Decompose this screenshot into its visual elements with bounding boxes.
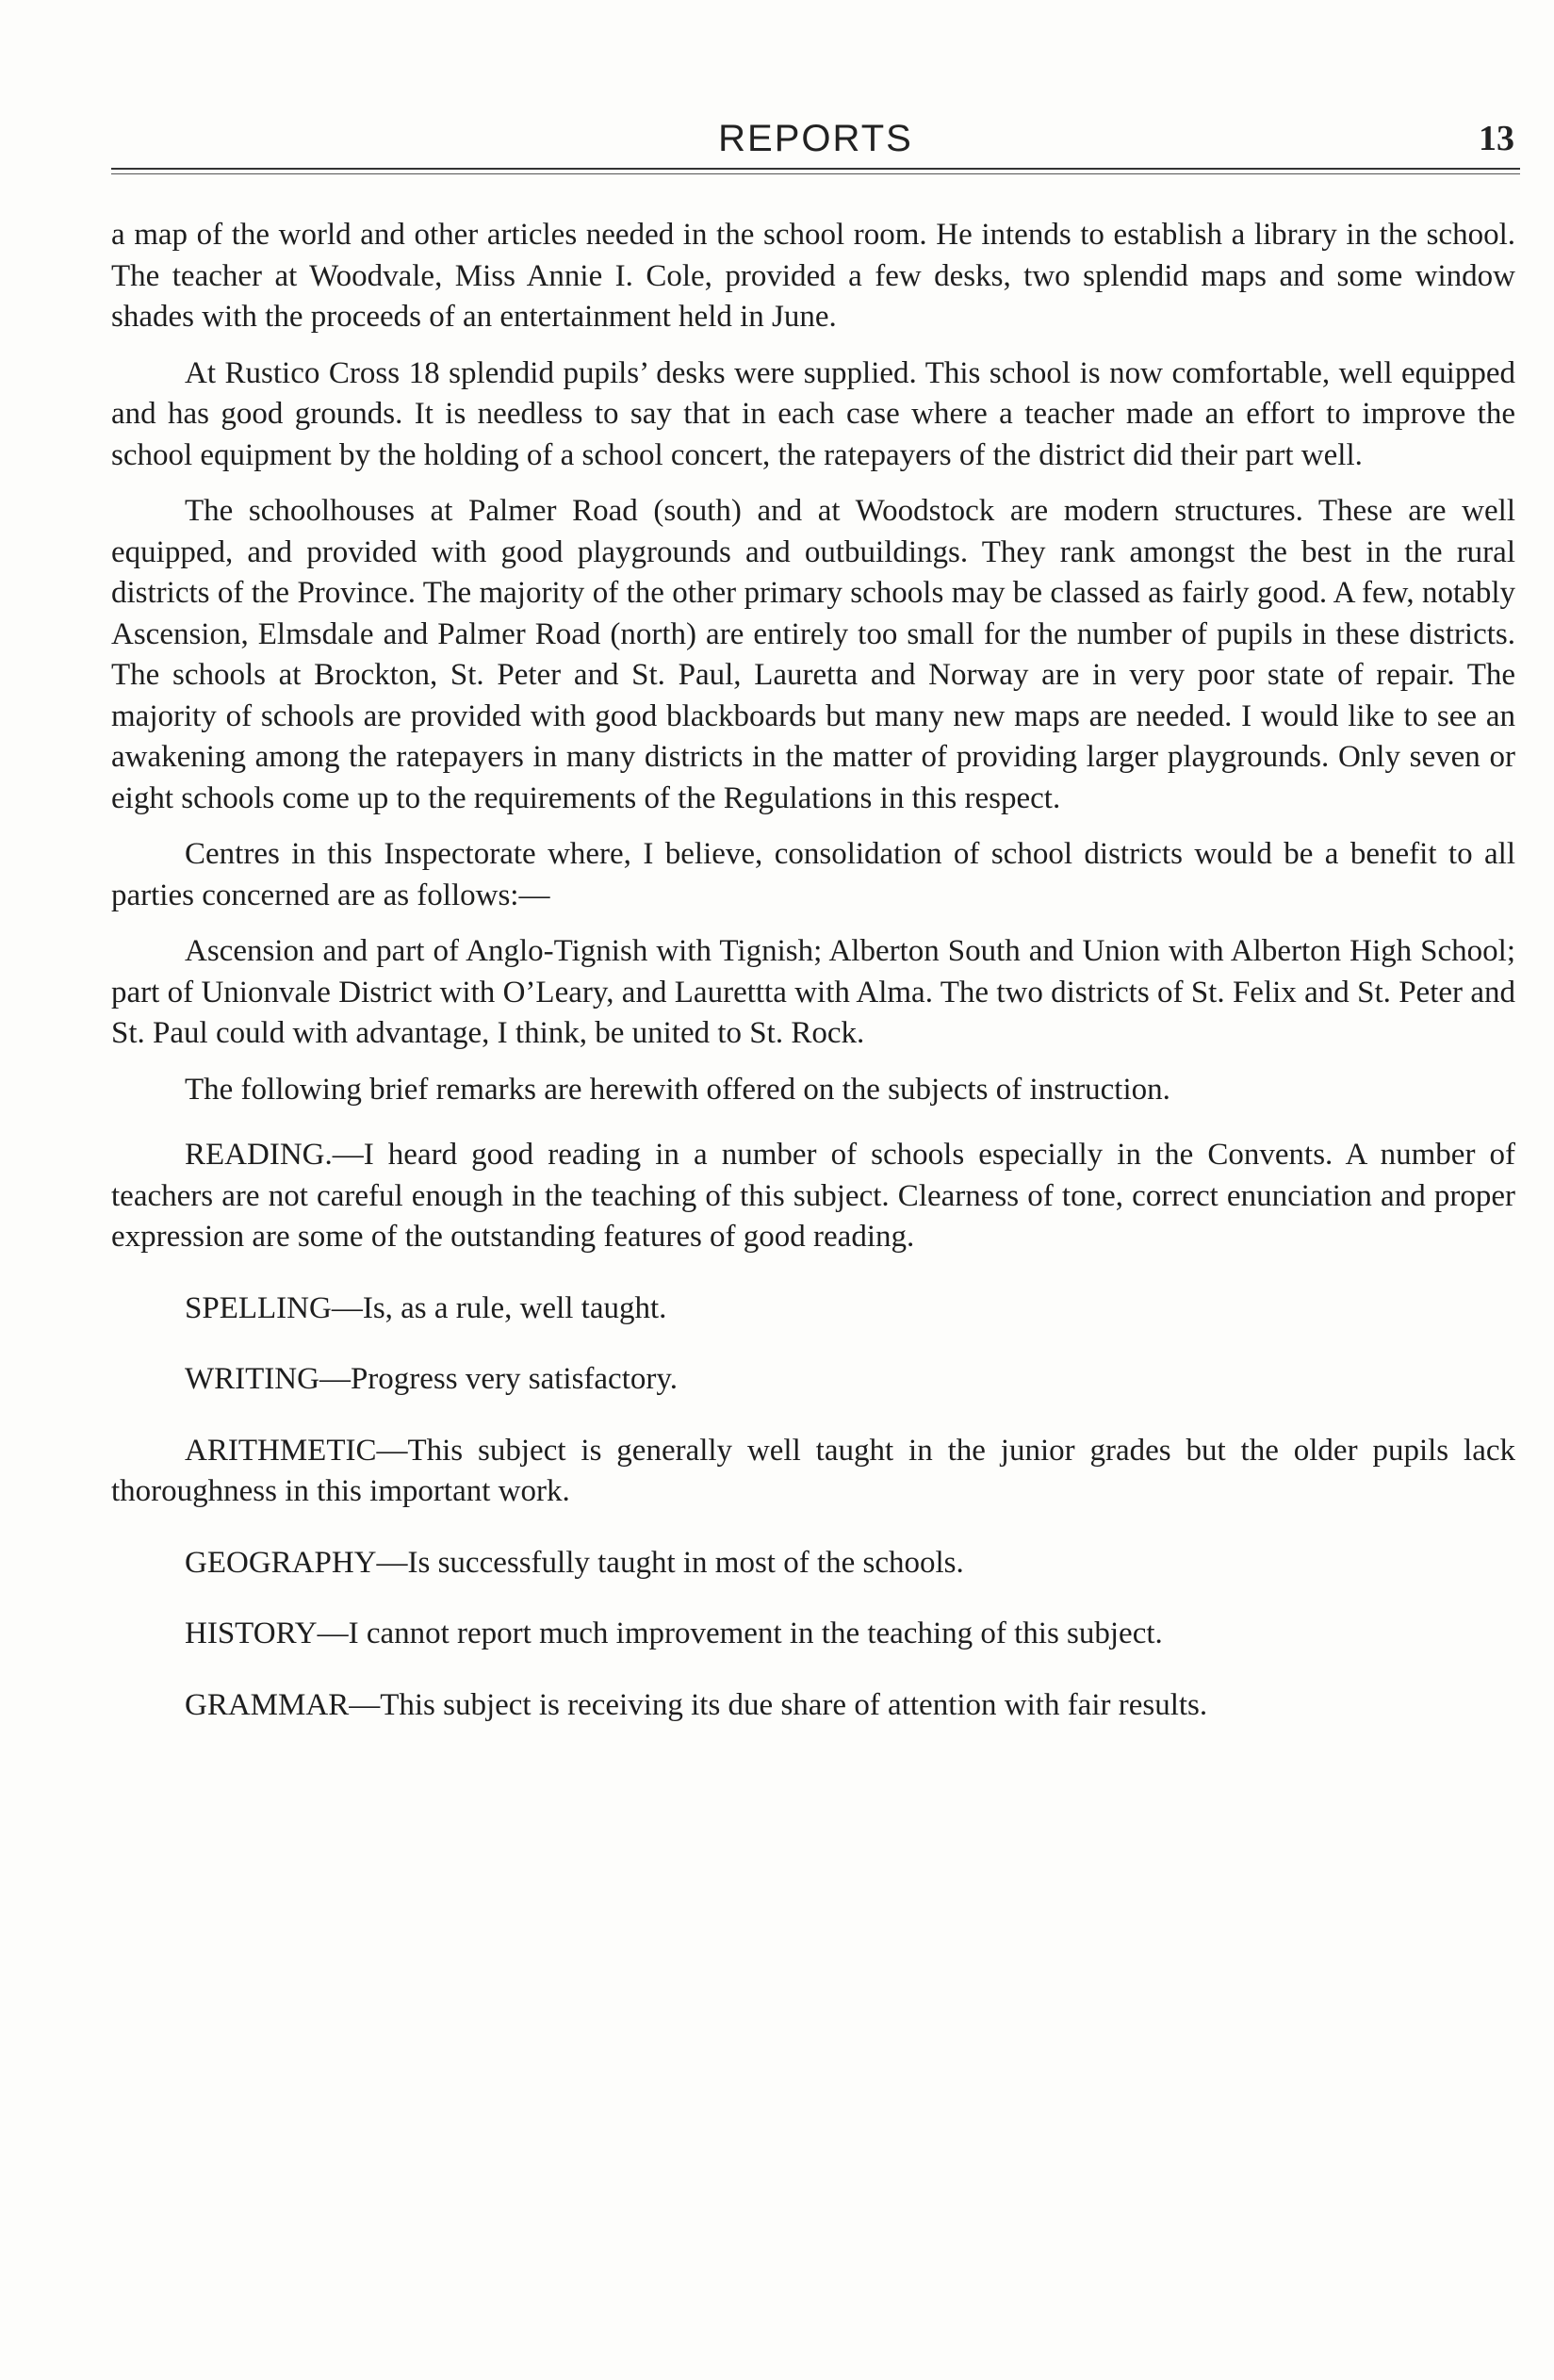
paragraph: The schoolhouses at Palmer Road (south) and at Woodstock are modern structures. These are well equipped, and provided with good playgrounds and outbuildings. They rank amongst the best in the rural districts of the Province. The majority of the other primary schools may be classed as fairly good. A few, notably Ascension, Elmsdale and Palmer Road (north) are entirely too small for the number of pupils in these districts. The schools at Brockton, St. Peter and St. Paul, Lauretta and Norway are in very poor state of repair. The majority of schools are provided with good blackboards but many new maps are needed. I would like to see an awakening among the ratepayers in many districts in the matter of providing larger playgrounds. Only seven or eight schools come up to the requirements of the Regulations in this respect. [111, 494, 1515, 815]
header-rule-thin [111, 173, 1520, 174]
page-number: 13 [1479, 119, 1514, 158]
paragraph: The following brief remarks are herewith offered on the subjects of instruction. [185, 1072, 1170, 1107]
running-title: REPORTS [718, 118, 913, 159]
page-header [111, 118, 1520, 174]
subject-geography: GEOGRAPHY—Is successfully taught in most of the schools. [185, 1545, 964, 1580]
subject-history: HISTORY—I cannot report much improvement in the teaching of this subject. [185, 1617, 1163, 1650]
paragraph: Centres in this Inspectorate where, I believe, consolidation of school districts would be a benefit to all parties concerned are as follows:— [111, 837, 1515, 912]
subject-reading: READING.—I heard good reading in a number of schools especially in the Convents. A number of teachers are not careful enough in the teaching of this subject. Clearness of tone, correct enunciation and proper expression are some of the outstanding features of good reading. [111, 1138, 1515, 1254]
subject-arithmetic: ARITHMETIC—This subject is generally well taught in the junior grades but the older pupils lack thoroughness in this important work. [111, 1433, 1515, 1508]
subject-spelling: SPELLING—Is, as a rule, well taught. [185, 1290, 667, 1325]
subject-writing: WRITING—Progress very satisfactory. [185, 1362, 678, 1396]
paragraph: At Rustico Cross 18 splendid pupils’ desks were supplied. This school is now comfortable, well equipped and has good grounds. It is needless to say that in each case where a teacher made an effort to improve the school equipment by the holding of a school concert, the ratepayers of the district did their part well. [111, 355, 1515, 472]
subject-grammar: GRAMMAR—This subject is receiving its due share of attention with fair results. [185, 1687, 1208, 1722]
paragraph: Ascension and part of Anglo-Tignish with Tignish; Alberton South and Union with Alberton High School; part of Unionvale District with O’Leary, and Laurettta with Alma. The two districts of St. Felix and St. Peter and St. Paul could with advantage, I think, be united to St. Rock. [111, 934, 1515, 1050]
header-rule [111, 168, 1520, 170]
paragraph: a map of the world and other articles needed in the school room. He intends to establish a library in the school. The teacher at Woodvale, Miss Annie I. Cole, provided a few desks, two splendid maps and some window shades with the proceeds of an entertainment held in June. [111, 218, 1515, 334]
body-text [111, 215, 1515, 1756]
